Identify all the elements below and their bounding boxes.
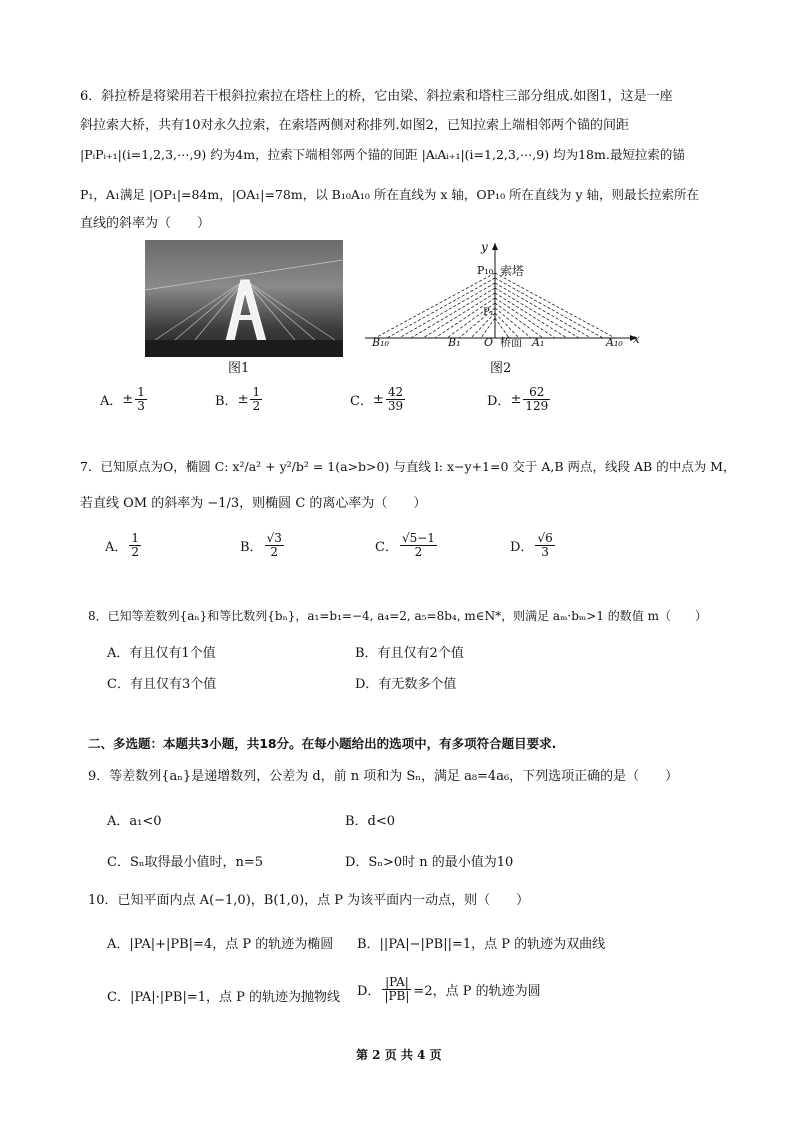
fig2-o-label: O xyxy=(484,336,494,349)
q10-option-c[interactable]: C．|PA|·|PB|=1，点 P 的轨迹为抛物线 xyxy=(107,990,341,1005)
fig2-p10-label: P₁₀ xyxy=(477,264,494,277)
q7-option-b[interactable]: B． $\frac{√3}{2}$ xyxy=(240,531,282,559)
q6-option-b[interactable]: B．± $\frac{1}{2}$ xyxy=(215,385,261,413)
q9-option-a[interactable]: A．a₁<0 xyxy=(107,814,162,829)
q8-line1: 8．已知等差数列{aₙ}和等比数列{bₙ}，a₁=b₁=−4, a₄=2, a₅=8b₄, m∈N*，则满足 aₘ·bₘ>1 的数值 m（ ） xyxy=(88,609,707,623)
q8-option-a[interactable]: A．有且仅有1个值 xyxy=(107,646,216,661)
q10-option-b[interactable]: B．||PA|−|PB||=1，点 P 的轨迹为双曲线 xyxy=(357,937,606,952)
q6-line5: 直线的斜率为（ ） xyxy=(80,216,211,231)
fig2-deck-label: 桥面 xyxy=(500,336,522,349)
q10-line1: 10．已知平面内点 A(−1,0)，B(1,0)，点 P 为该平面内一动点，则（ ） xyxy=(88,893,530,908)
q10-option-a[interactable]: A．|PA|+|PB|=4，点 P 的轨迹为椭圆 xyxy=(107,937,334,952)
bridge-photo-drawing xyxy=(145,240,343,357)
fig2-a1-label: A₁ xyxy=(532,336,545,349)
q7-option-d[interactable]: D． $\frac{√6}{3}$ xyxy=(510,531,553,559)
q10-option-d[interactable]: D． $\frac{|PA|}{|PB|}$ =2，点 P 的轨迹为圆 xyxy=(357,975,541,1003)
q9-option-b[interactable]: B．d<0 xyxy=(345,814,396,829)
fig2-b10-label: B₁₀ xyxy=(372,336,389,349)
q7-option-a[interactable]: A． $\frac{1}{2}$ xyxy=(105,531,140,559)
q6-option-d[interactable]: D．± $\frac{62}{129}$ xyxy=(487,385,549,413)
q8-option-b[interactable]: B．有且仅有2个值 xyxy=(355,646,464,661)
bridge-photo xyxy=(145,240,343,357)
fig2-caption: 图2 xyxy=(490,361,512,376)
q8-option-d[interactable]: D．有无数多个值 xyxy=(355,677,457,692)
q6-line3: |PᵢPᵢ₊₁|(i=1,2,3,⋯,9) 约为4m，拉索下端相邻两个锚的间距 |AᵢAᵢ₊₁|(i=1,2,3,⋯,9) 均为18m.最短拉索的锚 xyxy=(80,147,685,162)
page-footer: 第 2 页 共 4 页 xyxy=(356,1048,442,1062)
fig2-tower-label: 索塔 xyxy=(500,264,525,278)
fig1-caption: 图1 xyxy=(228,361,250,376)
q7-option-c[interactable]: C． $\frac{√5-1}{2}$ xyxy=(375,531,435,559)
fig2-p1-label: P₁ xyxy=(483,307,494,318)
fig2-a10-label: A₁₀ xyxy=(606,336,623,349)
q6-line4: P₁，A₁满足 |OP₁|=84m，|OA₁|=78m，以 B₁₀A₁₀ 所在直线为 x 轴，OP₁₀ 所在直线为 y 轴，则最长拉索所在 xyxy=(80,187,700,202)
fig2-x-label: x xyxy=(633,332,640,346)
q9-line1: 9．等差数列{aₙ}是递增数列，公差为 d，前 n 项和为 Sₙ，满足 a₈=4a₆，下列选项正确的是（ ） xyxy=(88,769,679,784)
q9-option-d[interactable]: D．Sₙ>0时 n 的最小值为10 xyxy=(345,855,514,870)
q7-line2: 若直线 OM 的斜率为 −1/3，则椭圆 C 的离心率为（ ） xyxy=(80,496,427,511)
q6-line1: 6．斜拉桥是将梁用若干根斜拉索拉在塔柱上的桥，它由梁、斜拉索和塔柱三部分组成.如图1，这是一座 xyxy=(80,89,673,104)
q6-option-a[interactable]: A．± $\frac{1}{3}$ xyxy=(100,385,145,413)
q7-line1: 7．已知原点为O，椭圆 C: x²/a² + y²/b² = 1(a>b>0) 与直线 l: x−y+1=0 交于 A,B 两点，线段 AB 的中点为 M， xyxy=(80,459,736,474)
section2-heading: 二、多选题：本题共3小题，共18分。在每小题给出的选项中，有多项符合题目要求. xyxy=(88,736,557,751)
q6-line2: 斜拉索大桥，共有10对永久拉索，在索塔两侧对称排列.如图2，已知拉索上端相邻两个锚的间距 xyxy=(80,118,629,133)
fig2-y-label: y xyxy=(481,240,488,254)
q8-option-c[interactable]: C．有且仅有3个值 xyxy=(107,677,217,692)
fig2-b1-label: B₁ xyxy=(448,336,461,349)
q9-option-c[interactable]: C．Sₙ取得最小值时，n=5 xyxy=(107,855,264,870)
q6-option-c[interactable]: C．± $\frac{42}{39}$ xyxy=(350,385,404,413)
